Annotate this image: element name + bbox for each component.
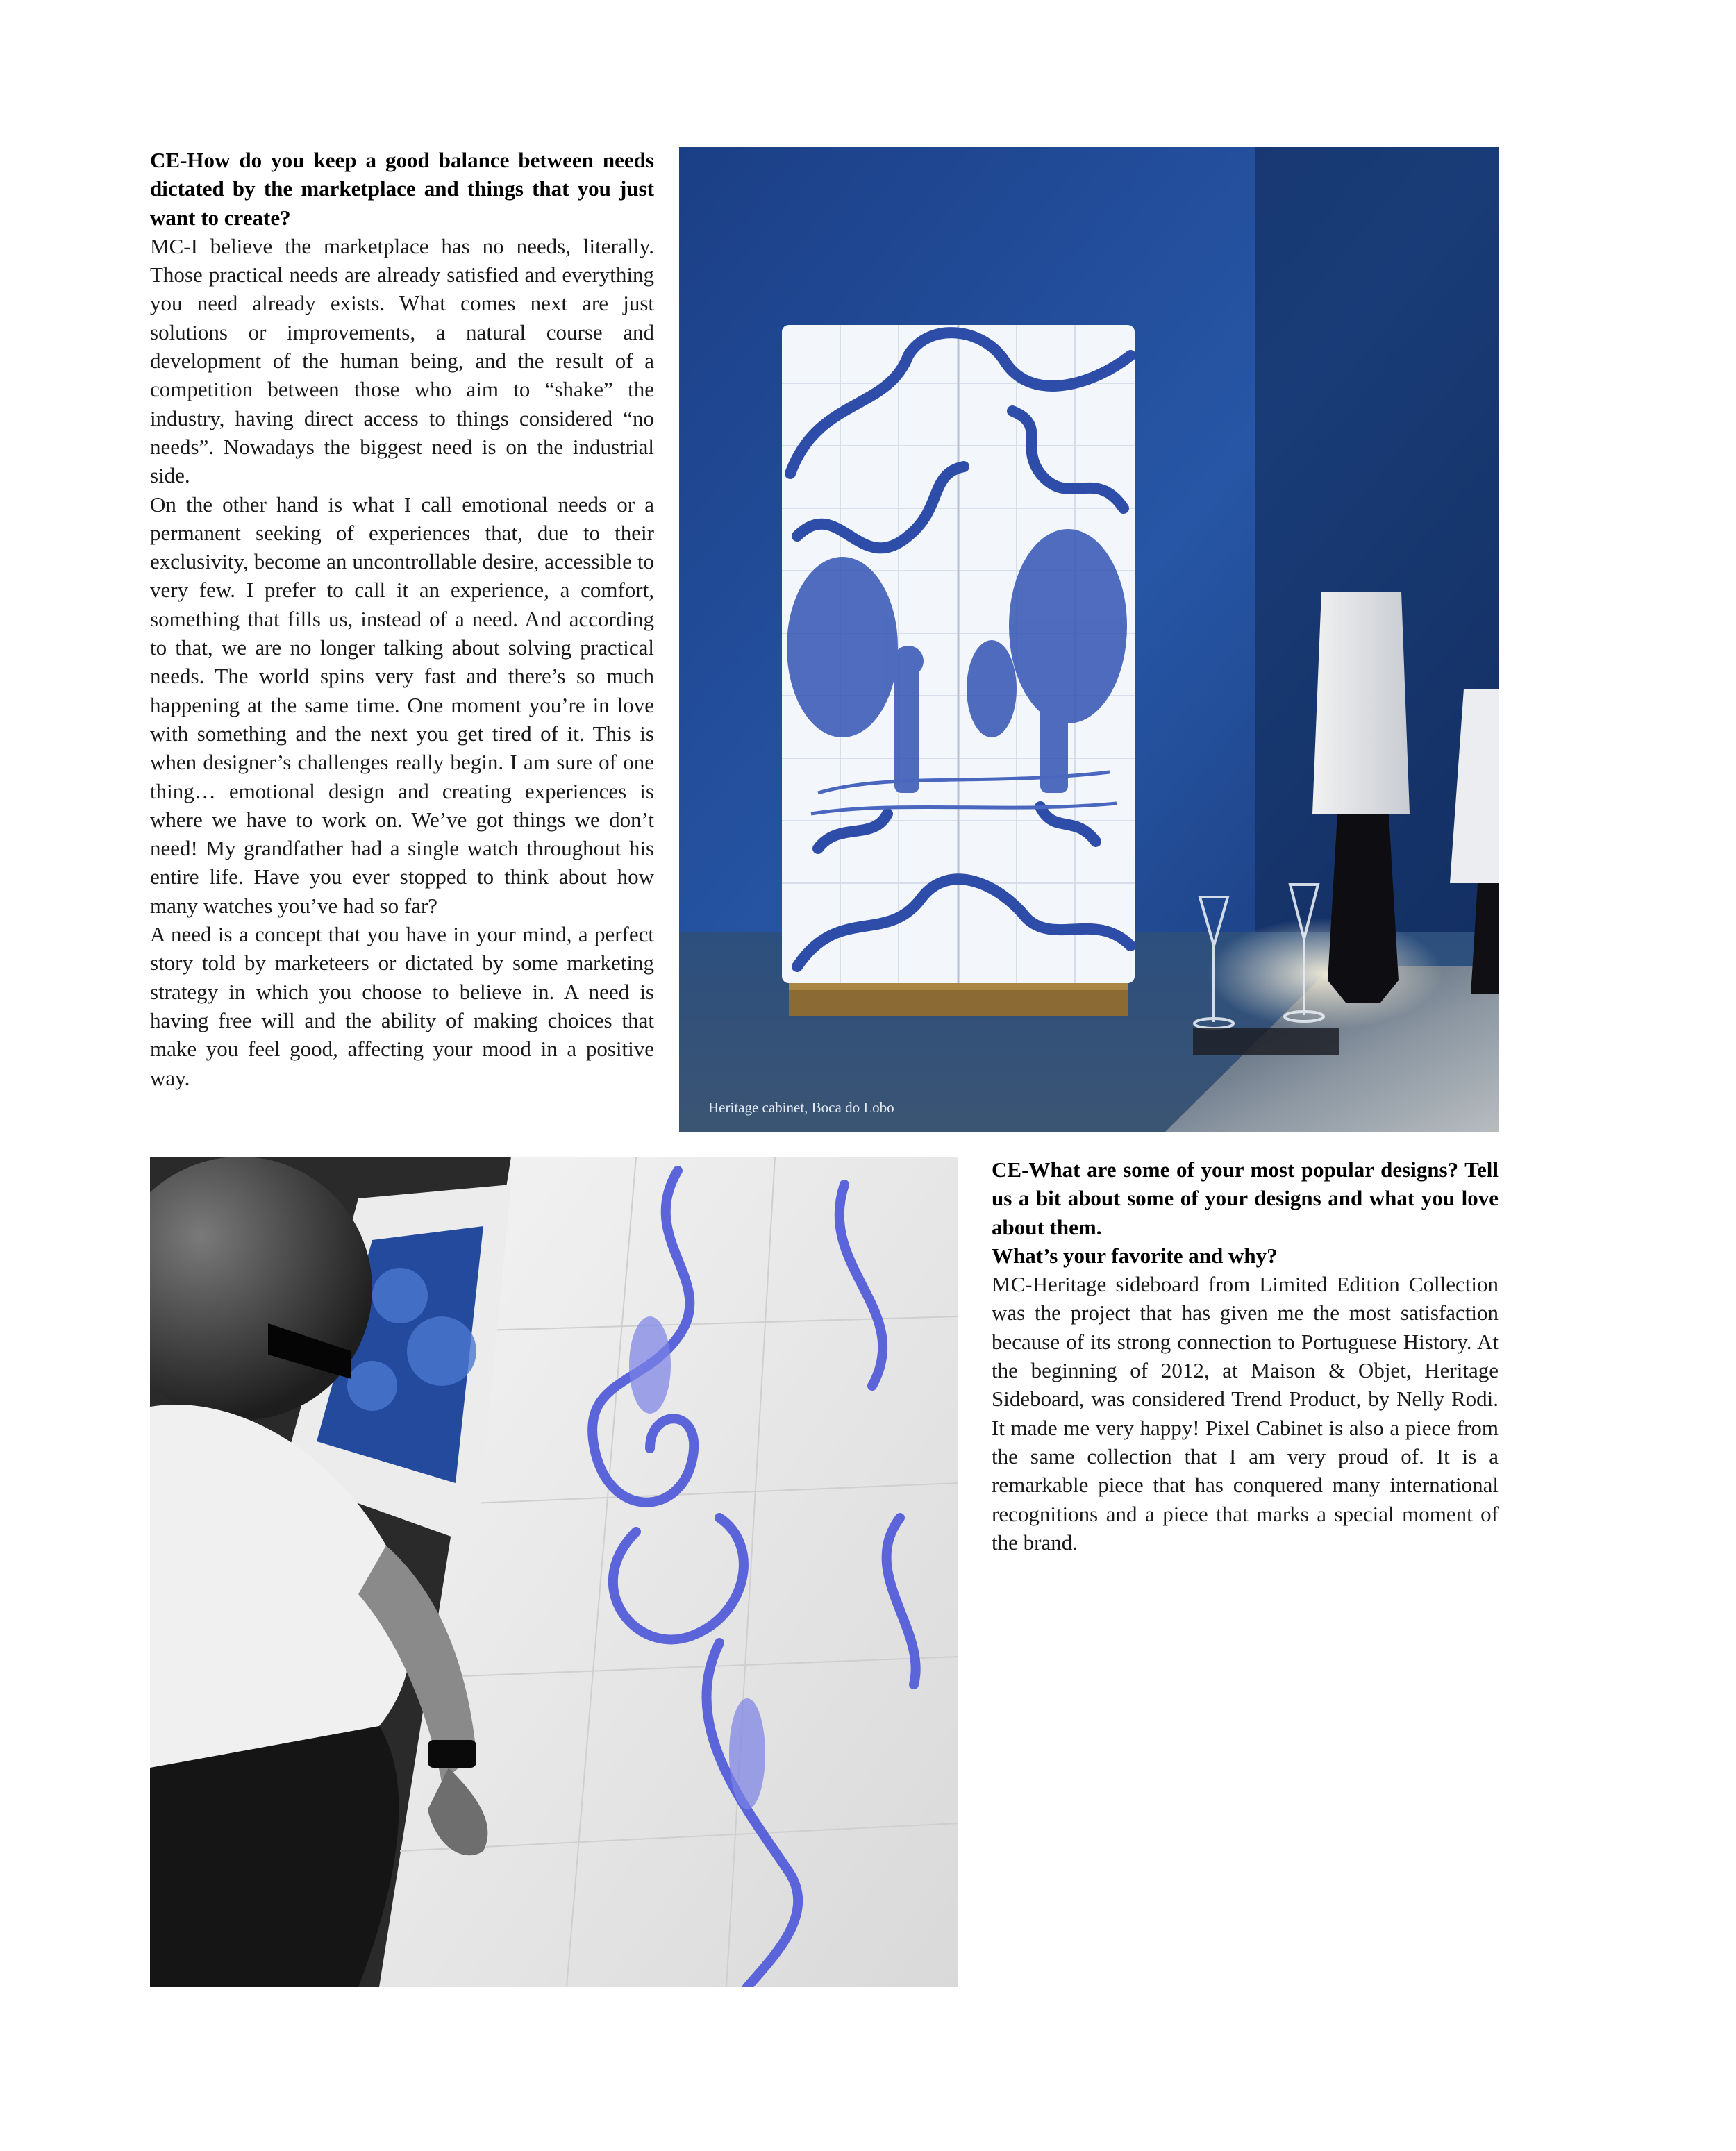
cabinet-illustration	[679, 147, 1499, 1132]
heritage-cabinet-photo	[679, 147, 1499, 1132]
answer-paragraph-3: A need is a concept that you have in your mind, a perfect story told by marketeers or dictated by some marketing strategy in which you choose to believe in. A need is having free will and the ability of making choices that make you feel good, affecting your mood in a positive way.	[150, 922, 654, 1090]
question-balance: CE-How do you keep a good balance between needs dictated by the marketplace and things that you just want to create?	[150, 148, 654, 230]
cabinet-caption: Heritage cabinet, Boca do Lobo	[708, 1099, 894, 1116]
painter-illustration	[150, 1157, 958, 1987]
answer-heritage-sideboard: MC-Heritage sideboard from Limited Edition Collection was the project that has given me the most satisfaction because of its strong connection to Portuguese History. At the beginning of 2012, at Maison & Objet, Heritage Sideboard, was considered Trend Product, by Nelly Rodi. It made me very happy! Pixel Cabinet is also a piece from the same collection that I am very proud of. It is a remarkable piece that has conquered many international recognitions and a piece that marks a special moment of the brand.	[992, 1272, 1499, 1555]
answer-paragraph-2: On the other hand is what I call emotional needs or a permanent seeking of experiences that, due to their exclusivity, become an uncontrollable desire, accessible to very few. I prefer to call it an experience, a comfort, something that fills us, instead of a need. And according to that, we are no longer talking about solving practical needs. The world spins very fast and there’s so much happening at the same time. One moment you’re in love with something and the next you get tired of it. This is when designer’s challenges really begin. I am sure of one thing… emotional design and creating experiences is where we have to work on. We’ve got things we don’t need! My grandfather had a single watch throughout his entire life. Have you ever stopped to think about how many watches you’ve had so far?	[150, 492, 654, 918]
left-text-column	[150, 146, 654, 1092]
question-popular-designs: CE-What are some of your most popular designs? Tell us a bit about some of your designs and what you love about them.	[992, 1157, 1499, 1239]
right-text-column	[992, 1155, 1499, 1557]
answer-paragraph-1: MC-I believe the marketplace has no needs, literally. Those practical needs are already satisfied and everything you need already exists. What comes next are just solutions or improvements, a natural course and development of the human being, and the result of a competition between those who aim to “shake” the industry, having direct access to things considered “no needs”. Nowadays the biggest need is on the industrial side.	[150, 233, 654, 488]
tile-painter-photo	[150, 1157, 958, 1987]
question-favorite: What’s your favorite and why?	[992, 1243, 1278, 1268]
